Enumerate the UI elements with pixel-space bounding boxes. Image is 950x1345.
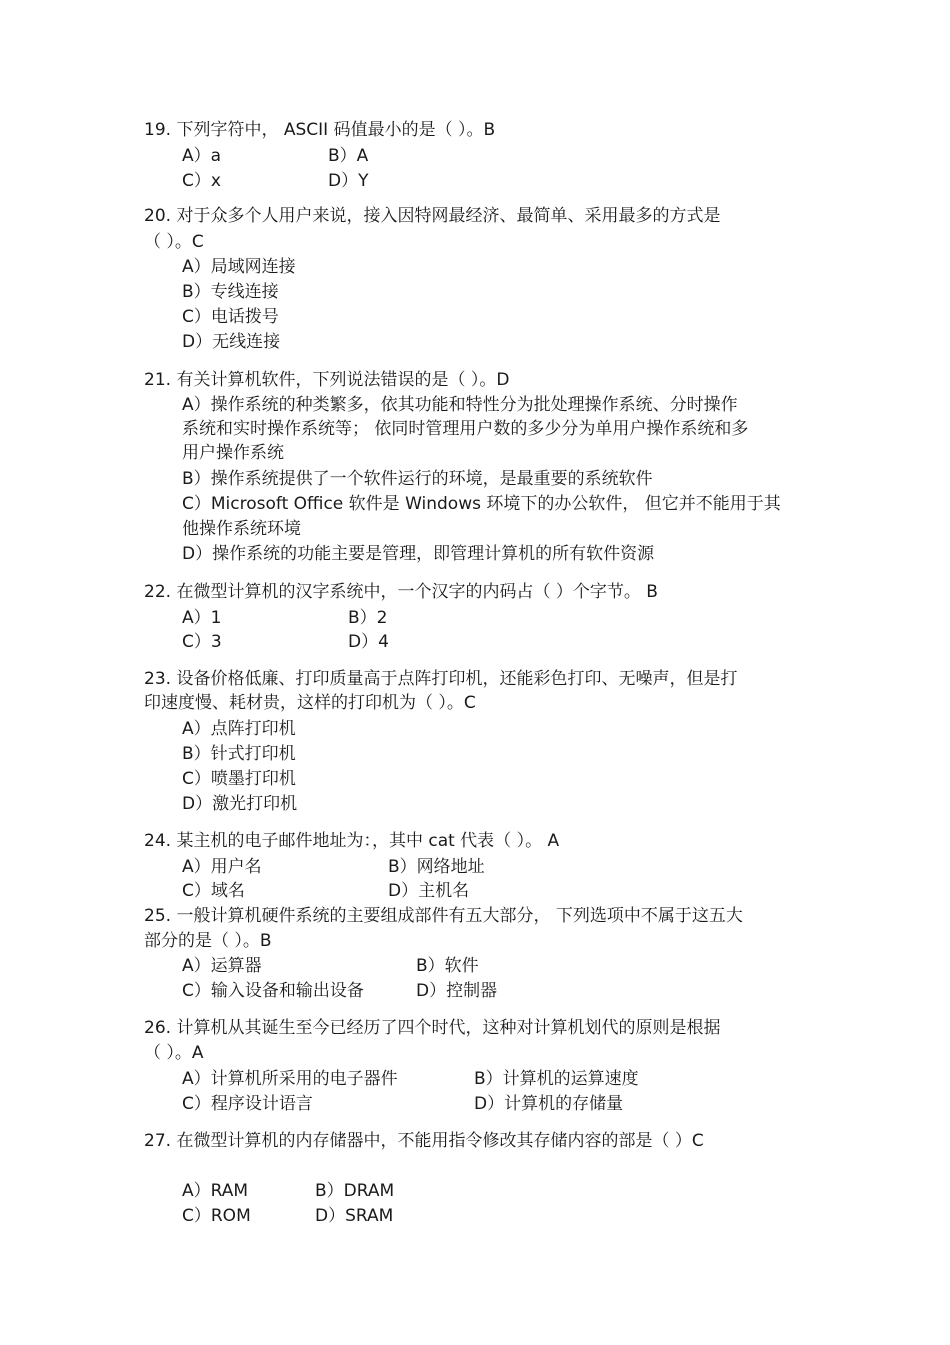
question-26-stem: 26. 计算机从其诞生至今已经历了四个时代，这种对计算机划代的原则是根据: [144, 1018, 721, 1038]
question-23-stem: 23. 设备价格低廉、打印质量高于点阵打印机，还能彩色打印、无噪声，但是打: [144, 669, 738, 689]
question-21-option-c: C）Microsoft Office 软件是 Windows 环境下的办公软件， 但它并不能用于其: [182, 494, 781, 514]
question-23-stem-cont: 印速度慢、耗材贵，这样的打印机为（ ）。C: [144, 693, 476, 713]
question-20-stem-cont: （ ）。C: [144, 232, 204, 252]
question-26-stem-cont: （ ）。A: [144, 1043, 204, 1063]
question-23-option-c: C）喷墨打印机: [182, 769, 296, 789]
question-20-option-c: C）电话拨号: [182, 307, 279, 327]
question-27-option-d: D）SRAM: [315, 1206, 394, 1226]
question-23-option-a: A）点阵打印机: [182, 719, 296, 739]
question-25-option-d: D）控制器: [416, 981, 498, 1001]
question-21-option-a: A）操作系统的种类繁多，依其功能和特性分为批处理操作系统、分时操作: [182, 395, 738, 415]
question-22-option-a: A）1: [182, 608, 222, 628]
question-20-stem: 20. 对于众多个人用户来说，接入因特网最经济、最简单、采用最多的方式是: [144, 206, 721, 226]
question-27-option-c: C）ROM: [182, 1206, 251, 1226]
question-26-option-a: A）计算机所采用的电子器件: [182, 1069, 398, 1089]
question-25-stem: 25. 一般计算机硬件系统的主要组成部件有五大部分， 下列选项中不属于这五大: [144, 906, 743, 926]
question-26-option-c: C）程序设计语言: [182, 1094, 313, 1114]
question-25-option-b: B）软件: [416, 956, 479, 976]
question-20-option-a: A）局域网连接: [182, 257, 296, 277]
question-25-stem-cont: 部分的是（ ）。B: [144, 931, 272, 951]
question-21-option-a-cont2: 用户操作系统: [182, 443, 284, 463]
question-23-option-b: B）针式打印机: [182, 744, 296, 764]
question-21-option-b: B）操作系统提供了一个软件运行的环境，是最重要的系统软件: [182, 469, 653, 489]
question-25-option-c: C）输入设备和输出设备: [182, 981, 364, 1001]
question-19-option-d: D）Y: [328, 171, 369, 191]
question-24-option-c: C）域名: [182, 881, 245, 901]
question-25-option-a: A）运算器: [182, 956, 262, 976]
question-27-option-b: B）DRAM: [315, 1181, 395, 1201]
question-22-option-c: C）3: [182, 632, 222, 652]
question-27-stem: 27. 在微型计算机的内存储器中，不能用指令修改其存储内容的部是（ ）C: [144, 1131, 704, 1151]
question-24-stem: 24. 某主机的电子邮件地址为：，其中 cat 代表（ ）。 A: [144, 831, 560, 851]
question-23-option-d: D）激光打印机: [182, 794, 298, 814]
question-24-option-a: A）用户名: [182, 857, 262, 877]
question-24-option-d: D）主机名: [388, 881, 470, 901]
question-19-option-b: B）A: [328, 146, 369, 166]
question-21-option-d: D）操作系统的功能主要是管理，即管理计算机的所有软件资源: [182, 544, 655, 564]
question-21-option-a-cont1: 系统和实时操作系统等； 依同时管理用户数的多少分为单用户操作系统和多: [182, 419, 749, 439]
question-26-option-b: B）计算机的运算速度: [474, 1069, 639, 1089]
question-19-stem: 19. 下列字符中， ASCII 码值最小的是（ ）。B: [144, 120, 496, 140]
question-21-option-c-cont: 他操作系统环境: [182, 519, 301, 539]
question-22-stem: 22. 在微型计算机的汉字系统中，一个汉字的内码占（ ）个字节。 B: [144, 582, 658, 602]
question-20-option-d: D）无线连接: [182, 332, 281, 352]
question-21-stem: 21. 有关计算机软件，下列说法错误的是（ ）。D: [144, 370, 510, 390]
question-22-option-d: D）4: [348, 632, 389, 652]
question-19-option-c: C）x: [182, 171, 221, 191]
question-26-option-d: D）计算机的存储量: [474, 1094, 624, 1114]
question-24-option-b: B）网络地址: [388, 857, 485, 877]
question-19-option-a: A）a: [182, 146, 222, 166]
question-22-option-b: B）2: [348, 608, 388, 628]
question-20-option-b: B）专线连接: [182, 282, 279, 302]
question-27-option-a: A）RAM: [182, 1181, 249, 1201]
